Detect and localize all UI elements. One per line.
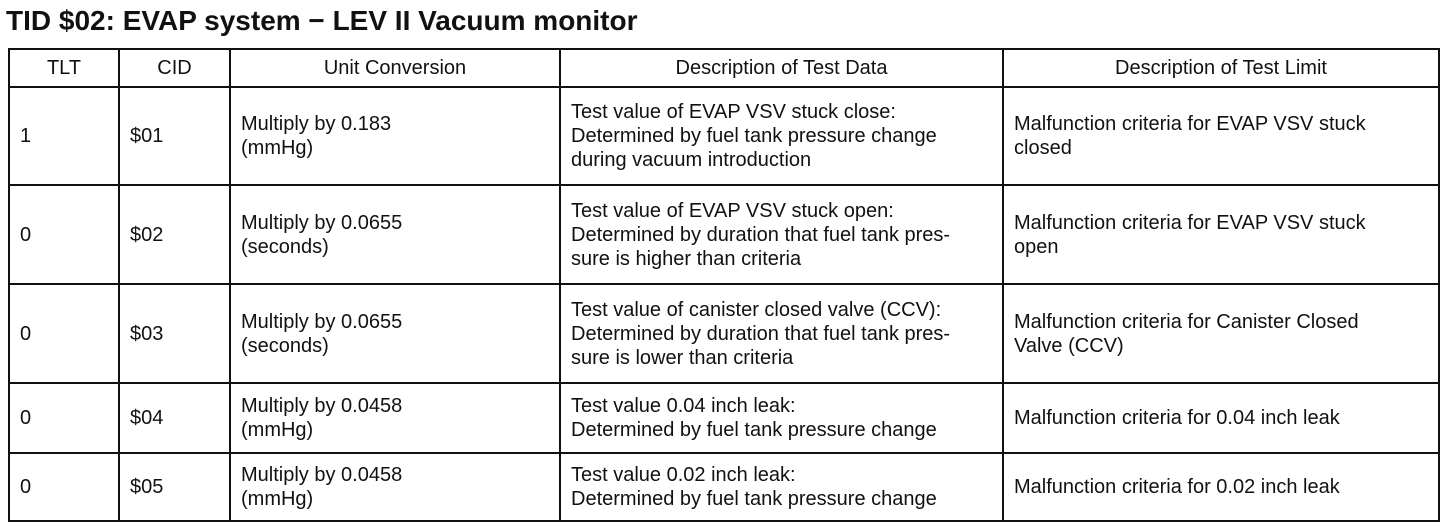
- test-data-description-cell: [560, 185, 1003, 284]
- test-data-table: [8, 48, 1440, 522]
- cid-cell: $02: [119, 185, 230, 284]
- column-header-cid: CID: [119, 49, 230, 87]
- cid-cell: $03: [119, 284, 230, 383]
- cell-text: Determined by fuel tank pressure change: [571, 419, 937, 441]
- cell-text: Test value 0.02 inch leak:: [571, 464, 796, 486]
- cell-text: (seconds): [241, 235, 329, 258]
- column-header-description-of-test-limit: Description of Test Limit: [1003, 49, 1439, 87]
- cid-cell: $05: [119, 453, 230, 521]
- cell-text: Determined by duration that fuel tank pres-: [571, 223, 951, 246]
- table-row: [9, 185, 1439, 284]
- column-header-unit-conversion: Unit Conversion: [230, 49, 560, 87]
- cell-text: Malfunction criteria for Canister Closed: [1014, 310, 1359, 333]
- table-row: [9, 87, 1439, 185]
- cell-text: Test value of EVAP VSV stuck close:: [571, 101, 896, 123]
- table-row: [9, 453, 1439, 521]
- unit-conversion-cell: [230, 87, 560, 185]
- tlt-cell: 0: [9, 284, 119, 383]
- cid-cell: $04: [119, 383, 230, 453]
- cell-text: (mmHg): [241, 419, 314, 441]
- header-row: [9, 49, 1439, 87]
- test-data-description-cell: [560, 284, 1003, 383]
- cell-text: (mmHg): [241, 488, 314, 510]
- cell-text: Malfunction criteria for 0.02 inch leak: [1014, 476, 1340, 498]
- tlt-cell: 0: [9, 453, 119, 521]
- cid-cell: $01: [119, 87, 230, 185]
- column-header-tlt: TLT: [9, 49, 119, 87]
- cell-text: Determined by fuel tank pressure change: [571, 488, 937, 510]
- cell-text: Malfunction criteria for 0.04 inch leak: [1014, 407, 1340, 429]
- cell-text: Determined by fuel tank pressure change: [571, 125, 937, 147]
- page-title: TID $02: EVAP system − LEV II Vacuum monitor: [6, 5, 638, 36]
- table-row: [9, 284, 1439, 383]
- cell-text: Multiply by 0.0655: [241, 310, 403, 333]
- test-data-description-cell: [560, 453, 1003, 521]
- cell-text: Malfunction criteria for EVAP VSV stuck: [1014, 113, 1366, 135]
- cell-text: Valve (CCV): [1014, 334, 1124, 357]
- unit-conversion-cell: [230, 453, 560, 521]
- tlt-cell: 1: [9, 87, 119, 185]
- cell-text: Test value of canister closed valve (CCV):: [571, 298, 942, 321]
- cell-text: Multiply by 0.0655: [241, 211, 403, 234]
- cell-text: Malfunction criteria for EVAP VSV stuck: [1014, 211, 1366, 234]
- cell-text: Multiply by 0.183: [241, 113, 392, 135]
- test-data-description-cell: [560, 383, 1003, 453]
- tlt-cell: 0: [9, 185, 119, 284]
- column-header-description-of-test-data: Description of Test Data: [560, 49, 1003, 87]
- tlt-cell: 0: [9, 383, 119, 453]
- test-limit-description-cell: [1003, 453, 1439, 521]
- unit-conversion-cell: [230, 383, 560, 453]
- test-limit-description-cell: [1003, 87, 1439, 185]
- cell-text: Test value of EVAP VSV stuck open:: [571, 199, 894, 222]
- cell-text: during vacuum introduction: [571, 149, 812, 171]
- test-limit-description-cell: [1003, 185, 1439, 284]
- cell-text: (mmHg): [241, 137, 314, 159]
- test-limit-description-cell: [1003, 383, 1439, 453]
- unit-conversion-cell: [230, 284, 560, 383]
- cell-text: Multiply by 0.0458: [241, 395, 403, 417]
- cell-text: open: [1014, 235, 1059, 258]
- cell-text: Determined by duration that fuel tank pres-: [571, 322, 951, 345]
- cell-text: (seconds): [241, 334, 329, 357]
- test-data-description-cell: [560, 87, 1003, 185]
- cell-text: Multiply by 0.0458: [241, 464, 403, 486]
- cell-text: sure is higher than criteria: [571, 247, 802, 270]
- table-row: [9, 383, 1439, 453]
- cell-text: closed: [1014, 137, 1072, 159]
- cell-text: Test value 0.04 inch leak:: [571, 395, 796, 417]
- unit-conversion-cell: [230, 185, 560, 284]
- cell-text: sure is lower than criteria: [571, 346, 794, 369]
- test-limit-description-cell: [1003, 284, 1439, 383]
